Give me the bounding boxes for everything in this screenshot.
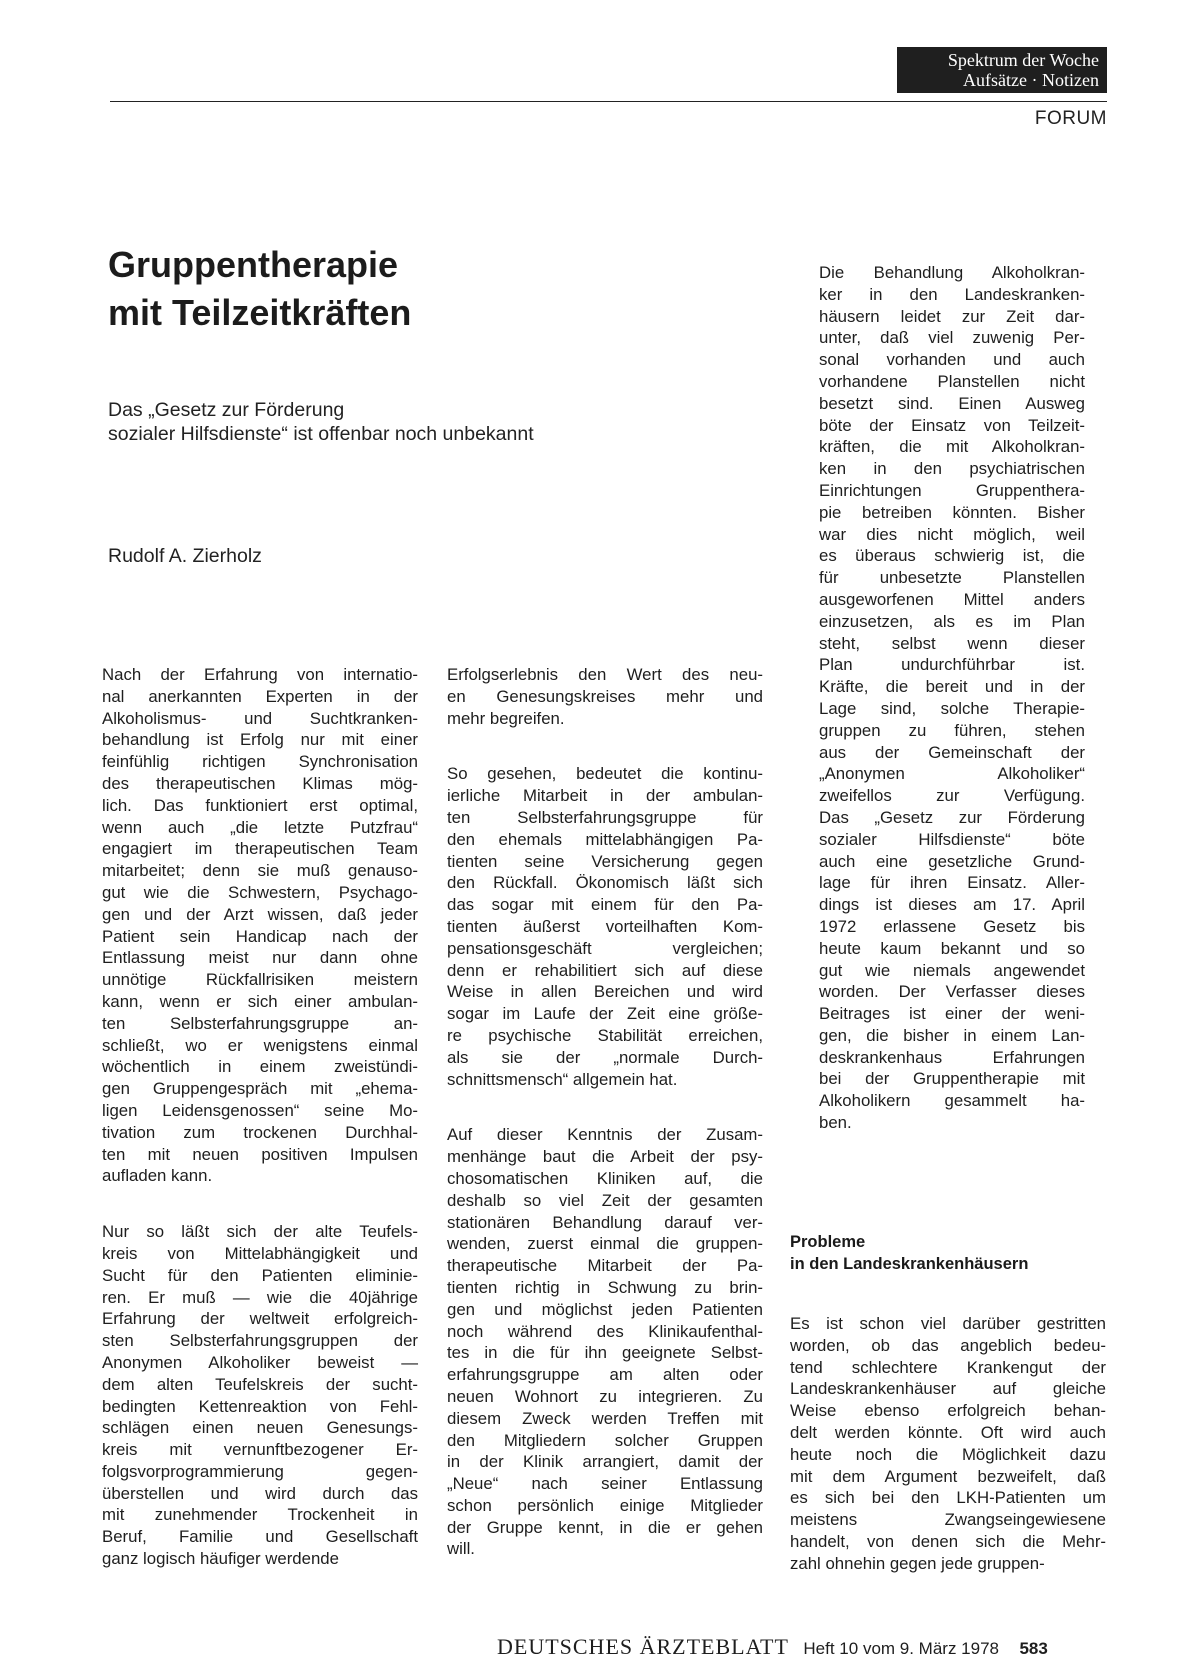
text-line: gen und der Arzt wissen, daß jeder	[102, 904, 418, 924]
text-line: tienten seine Versicherung gegen	[447, 851, 763, 871]
subheading-line-2: in den Landeskrankenhäusern	[790, 1254, 1029, 1273]
text-line: ben.	[819, 1113, 852, 1133]
text-line: gen und möglichst jeden Patienten	[447, 1299, 763, 1319]
page-number: 583	[1019, 1639, 1048, 1658]
text-line: einzusetzen, als es im Plan	[819, 611, 1085, 631]
text-line: worden, ob das angeblich bedeu-	[790, 1335, 1106, 1355]
text-line: worden. Der Verfasser dieses	[819, 982, 1085, 1002]
paragraph	[102, 664, 418, 1187]
text-line: kreis mit vernunftbezogener Er-	[102, 1440, 418, 1460]
text-line: noch während des Klinikaufenthal-	[447, 1321, 763, 1341]
text-line: bedingten Kettenreaktion von Fehl-	[102, 1396, 418, 1416]
paragraph	[447, 664, 763, 729]
text-line: tienten äußerst vorteilhaften Kom-	[447, 916, 763, 936]
text-line: mit zunehmender Trockenheit in	[102, 1505, 418, 1525]
text-line: wöchentlich in einem zweistündi-	[102, 1057, 418, 1077]
text-line: schnittsmensch“ allgemein hat.	[447, 1069, 678, 1089]
section-badge	[897, 47, 1107, 93]
text-line: Lage sind, solche Therapie-	[819, 698, 1085, 718]
text-line: Beruf, Familie und Gesellschaft	[102, 1527, 418, 1547]
text-line: ker in den Landeskranken-	[819, 284, 1085, 304]
text-line: schon persönlich einige Mitglieder	[447, 1495, 763, 1515]
text-line: Landeskrankenhäuser auf gleiche	[790, 1379, 1106, 1399]
paragraph	[447, 763, 763, 1090]
text-line: feinfühlig richtigen Synchronisation	[102, 752, 418, 772]
text-line: das sogar mit einem für den Pa-	[447, 895, 763, 915]
text-line: mehr begreifen.	[447, 708, 565, 728]
text-line: Es ist schon viel darüber gestritten	[790, 1314, 1106, 1333]
text-line: Erfolgserlebnis den Wert des neu-	[447, 665, 763, 684]
text-line: aus der Gemeinschaft der	[819, 742, 1085, 762]
text-line: tend schlechtere Krankengut der	[790, 1357, 1106, 1377]
header-rule	[110, 101, 1107, 102]
text-line: Erfahrung der weltweit erfolgreich-	[102, 1309, 418, 1329]
text-line: ten Selbsterfahrungsgruppe an-	[102, 1013, 418, 1033]
article-subtitle	[108, 398, 534, 446]
intro-paragraph	[819, 262, 1085, 1134]
text-line: wenden, zuerst einmal die gruppen-	[447, 1234, 763, 1254]
text-line: heute noch die Möglichkeit dazu	[790, 1444, 1106, 1464]
text-line: zahl ohnehin gegen jede gruppen-	[790, 1553, 1045, 1573]
text-line: pensationsgeschäft vergleichen;	[447, 938, 763, 958]
text-line: folgsvorprogrammierung gegen-	[102, 1461, 418, 1481]
text-line: en Genesungskreises mehr und	[447, 686, 763, 706]
text-line: kräften, die mit Alkoholkran-	[819, 437, 1085, 457]
text-line: chosomatischen Kliniken auf, die	[447, 1168, 763, 1188]
subheading-line-1: Probleme	[790, 1233, 866, 1251]
text-line: deshalb so viel Zeit der gesamten	[447, 1190, 763, 1210]
text-line: pie betreiben könnten. Bisher	[819, 502, 1085, 522]
text-line: Entlassung meist nur dann ohne	[102, 948, 418, 968]
text-line: des therapeutischen Klimas mög-	[102, 773, 418, 793]
text-line: Anonymen Alkoholiker beweist —	[102, 1352, 418, 1372]
text-line: „Neue“ nach seiner Entlassung	[447, 1474, 763, 1494]
text-line: besetzt sind. Einen Ausweg	[819, 393, 1085, 413]
author-name: Rudolf A. Zierholz	[108, 545, 262, 567]
text-line: Patient sein Handicap nach der	[102, 926, 418, 946]
text-line: tienten richtig in Schwung zu brin-	[447, 1277, 763, 1297]
text-line: kann, wenn er sich einer ambulan-	[102, 991, 418, 1011]
text-line: ten Selbsterfahrungsgruppe für	[447, 807, 763, 827]
text-line: erfahrungsgruppe am alten oder	[447, 1365, 763, 1385]
text-line: 1972 erlassene Gesetz bis	[819, 916, 1085, 936]
text-line: Alkoholikern gesammelt ha-	[819, 1091, 1085, 1111]
text-line: Weise in allen Bereichen und wird	[447, 982, 763, 1002]
text-line: ligen Leidensgenossen“ seine Mo-	[102, 1100, 418, 1120]
journal-name: DEUTSCHES ÄRZTEBLATT	[497, 1634, 789, 1659]
text-line: überstellen und wird durch das	[102, 1483, 418, 1503]
text-line: delt werden könnte. Oft wird auch	[790, 1422, 1106, 1442]
issue-info: Heft 10 vom 9. März 1978	[803, 1639, 999, 1658]
subtitle-line-1: Das „Gesetz zur Förderung	[108, 399, 345, 421]
text-line: den Rückfall. Ökonomisch läßt sich	[447, 873, 763, 893]
text-line: den ehemals mittelabhängigen Pa-	[447, 829, 763, 849]
text-line: engagiert im therapeutischen Team	[102, 839, 418, 859]
text-line: Nur so läßt sich der alte Teufels-	[102, 1222, 418, 1242]
text-line: als sie der „normale Durch-	[447, 1047, 763, 1067]
text-line: gut wie die Schwestern, Psychago-	[102, 882, 418, 902]
text-line: böte der Einsatz von Teilzeit-	[819, 415, 1085, 435]
title-line-2: mit Teilzeitkräften	[108, 292, 412, 333]
text-line: häusern leidet zur Zeit dar-	[819, 306, 1085, 326]
text-line: mitarbeitet; denn sie muß genauso-	[102, 861, 418, 881]
text-line: heute kaum bekannt und so	[819, 938, 1085, 958]
text-line: „Anonymen Alkoholiker“	[819, 764, 1085, 784]
text-line: neuen Wohnort zu integrieren. Zu	[447, 1386, 763, 1406]
text-line: lich. Das funktioniert erst optimal,	[102, 795, 418, 815]
text-line: behandlung ist Erfolg nur mit einer	[102, 730, 418, 750]
text-line: sozialer Hilfsdienste“ böte	[819, 829, 1085, 849]
text-line: Sucht für den Patienten eliminie-	[102, 1265, 418, 1285]
text-line: nal anerkannten Experten in der	[102, 686, 418, 706]
text-line: gen Gruppengespräch mit „ehema-	[102, 1079, 418, 1099]
text-line: gut wie niemals angewendet	[819, 960, 1085, 980]
text-line: kreis von Mittelabhängigkeit und	[102, 1243, 418, 1263]
text-line: gen, die bisher in einem Lan-	[819, 1025, 1085, 1045]
text-column-3	[790, 1313, 1106, 1609]
text-column-1	[102, 664, 418, 1604]
text-line: für unbesetzte Planstellen	[819, 568, 1085, 588]
text-line: sonal vorhanden und auch	[819, 350, 1085, 370]
text-line: Auf dieser Kenntnis der Zusam-	[447, 1125, 763, 1145]
text-line: ren. Er muß — wie die 40jährige	[102, 1287, 418, 1307]
text-line: lage für ihren Einsatz. Aller-	[819, 873, 1085, 893]
text-column-2	[447, 664, 763, 1594]
text-line: Weise ebenso erfolgreich behan-	[790, 1401, 1106, 1421]
text-line: unter, daß viel zuwenig Per-	[819, 328, 1085, 348]
text-line: ierliche Mitarbeit in der ambulan-	[447, 786, 763, 806]
text-line: wenn auch „die letzte Putzfrau“	[102, 817, 418, 837]
text-line: meistens Zwangseingewiesene	[790, 1510, 1106, 1530]
text-line: vorhandene Planstellen nicht	[819, 371, 1085, 391]
text-line: schließt, wo er wenigstens einmal	[102, 1035, 418, 1055]
text-line: der Gruppe kennt, in die er gehen	[447, 1517, 763, 1537]
text-line: den Mitgliedern solcher Gruppen	[447, 1430, 763, 1450]
paragraph	[447, 1124, 763, 1560]
text-line: ganz logisch häufiger werdende	[102, 1549, 339, 1569]
text-line: diesem Zweck werden Treffen mit	[447, 1408, 763, 1428]
text-line: es sich bei den LKH-Patienten um	[790, 1488, 1106, 1508]
section-subheading	[790, 1232, 1028, 1275]
text-line: Einrichtungen Gruppenthera-	[819, 480, 1085, 500]
section-label: FORUM	[1034, 108, 1107, 129]
text-line: unnötige Rückfallrisiken meistern	[102, 970, 418, 990]
text-line: war dies nicht möglich, weil	[819, 524, 1085, 544]
text-line: Alkoholismus- und Suchtkranken-	[102, 708, 418, 728]
text-line: aufladen kann.	[102, 1166, 213, 1186]
text-line: dem alten Teufelskreis der sucht-	[102, 1374, 418, 1394]
text-line: handelt, von denen sich die Mehr-	[790, 1531, 1106, 1551]
text-line: stationären Behandlung darauf ver-	[447, 1212, 763, 1232]
text-line: tes in die für ihn geeignete Selbst-	[447, 1343, 763, 1363]
text-line: Nach der Erfahrung von internatio-	[102, 665, 418, 684]
text-line: es überaus schwierig ist, die	[819, 546, 1085, 566]
text-line: deskrankenhaus Erfahrungen	[819, 1047, 1085, 1067]
page-footer	[497, 1634, 1048, 1660]
text-line: will.	[447, 1539, 475, 1559]
text-line: schlägen einen neuen Genesungs-	[102, 1418, 418, 1438]
text-line: zweifellos zur Verfügung.	[819, 786, 1085, 806]
text-line: bei der Gruppentherapie mit	[819, 1069, 1085, 1089]
text-line: steht, selbst wenn dieser	[819, 633, 1085, 653]
text-line: Kräfte, die bereit und in der	[819, 677, 1085, 697]
subtitle-line-2: sozialer Hilfsdienste“ ist offenbar noch unbekannt	[108, 423, 534, 445]
paragraph	[790, 1313, 1106, 1575]
badge-line-1: Spektrum der Woche	[947, 50, 1099, 70]
text-line: Das „Gesetz zur Förderung	[819, 807, 1085, 827]
title-line-1: Gruppentherapie	[108, 244, 399, 285]
text-line: in der Klinik arrangiert, damit der	[447, 1452, 763, 1472]
text-line: tivation zum trockenen Durchhal-	[102, 1122, 418, 1142]
text-line: therapeutische Mitarbeit der Pa-	[447, 1256, 763, 1276]
text-line: Beitrages ist einer der weni-	[819, 1004, 1085, 1024]
article-title	[108, 241, 411, 337]
text-line: ausgeworfenen Mittel anders	[819, 589, 1085, 609]
text-line: mit dem Argument bezweifelt, daß	[790, 1466, 1106, 1486]
text-line: Die Behandlung Alkoholkran-	[819, 263, 1085, 282]
text-line: denn er rehabilitiert sich auf diese	[447, 960, 763, 980]
text-line: ten mit neuen positiven Impulsen	[102, 1144, 418, 1164]
text-line: So gesehen, bedeutet die kontinu-	[447, 764, 763, 784]
intro-column	[819, 262, 1085, 1168]
text-line: sogar im Laufe der Zeit eine größe-	[447, 1004, 763, 1024]
text-line: auch eine gesetzliche Grund-	[819, 851, 1085, 871]
text-line: re psychische Stabilität erreichen,	[447, 1025, 763, 1045]
text-line: ken in den psychiatrischen	[819, 459, 1085, 479]
text-line: sten Selbsterfahrungsgruppen der	[102, 1331, 418, 1351]
paragraph	[102, 1221, 418, 1570]
text-line: menhänge baut die Arbeit der psy-	[447, 1147, 763, 1167]
text-line: Plan undurchführbar ist.	[819, 655, 1085, 675]
text-line: gruppen zu führen, stehen	[819, 720, 1085, 740]
text-line: dings ist dieses am 17. April	[819, 895, 1085, 915]
badge-line-2: Aufsätze · Notizen	[963, 70, 1099, 90]
